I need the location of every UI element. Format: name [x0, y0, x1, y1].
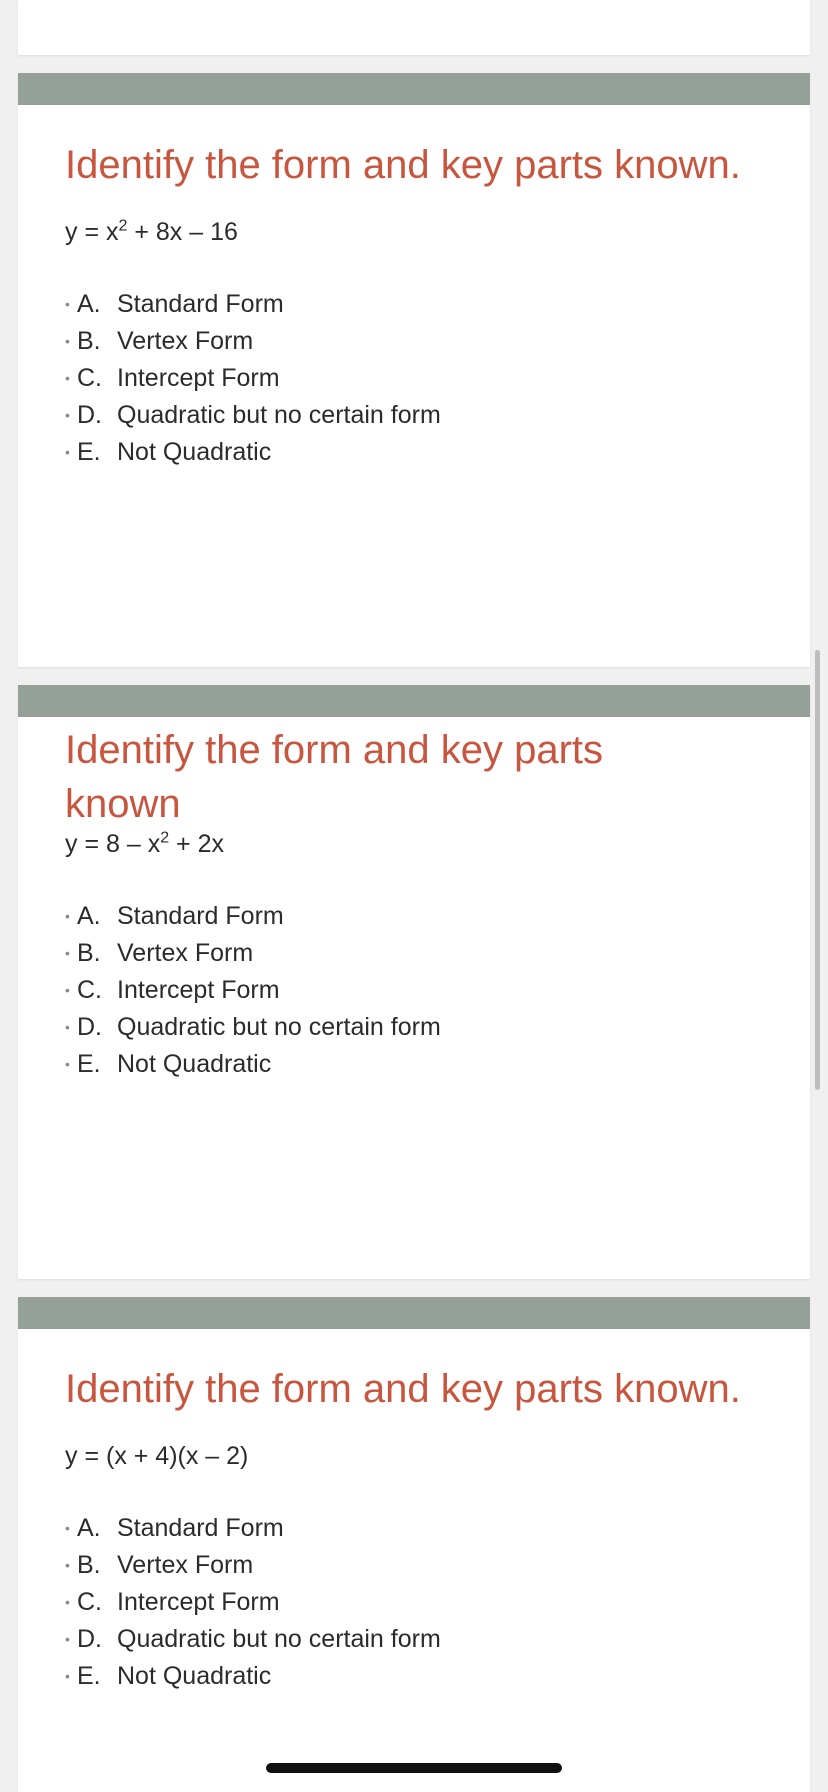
option-b: [65, 323, 441, 360]
option-text: Not Quadratic: [117, 1662, 272, 1690]
equation: [65, 1441, 248, 1471]
option-text: Standard Form: [117, 1514, 284, 1542]
option-letter: B.: [77, 1551, 101, 1579]
option-letter: B.: [77, 327, 101, 355]
option-d: [65, 1009, 441, 1046]
option-letter: C.: [77, 364, 102, 392]
option-text: Intercept Form: [117, 976, 280, 1004]
bullet-icon: •: [65, 908, 70, 924]
slide-header-bar: [18, 685, 810, 717]
equation-base: y = x: [65, 218, 119, 246]
option-b: [65, 935, 441, 972]
option-c: [65, 972, 441, 1009]
answer-options: [65, 286, 441, 471]
slide-2: [18, 685, 810, 1279]
bullet-icon: •: [65, 982, 70, 998]
option-letter: B.: [77, 939, 101, 967]
option-letter: E.: [77, 438, 101, 466]
option-e: [65, 434, 441, 471]
option-text: Standard Form: [117, 290, 284, 318]
option-text: Vertex Form: [117, 939, 254, 967]
option-letter: C.: [77, 976, 102, 1004]
bullet-icon: •: [65, 1056, 70, 1072]
option-e: [65, 1046, 441, 1083]
option-text: Intercept Form: [117, 364, 280, 392]
bullet-icon: •: [65, 444, 70, 460]
equation-base: y = 8 – x: [65, 830, 161, 858]
option-d: [65, 397, 441, 434]
option-a: [65, 898, 441, 935]
slide-title: Identify the form and key parts known: [65, 728, 604, 826]
option-letter: C.: [77, 1588, 102, 1616]
option-letter: E.: [77, 1662, 101, 1690]
option-text: Intercept Form: [117, 1588, 280, 1616]
slide-1: [18, 73, 810, 667]
option-e: [65, 1658, 441, 1695]
option-c: [65, 360, 441, 397]
option-text: Quadratic but no certain form: [117, 1013, 441, 1041]
bullet-icon: •: [65, 1019, 70, 1035]
option-letter: A.: [77, 902, 101, 930]
answer-options: [65, 898, 441, 1083]
option-text: Not Quadratic: [117, 1050, 272, 1078]
slide-3: [18, 1297, 810, 1792]
slide-header-bar: [18, 73, 810, 105]
bullet-icon: •: [65, 1631, 70, 1647]
option-text: Quadratic but no certain form: [117, 1625, 441, 1653]
option-letter: D.: [77, 401, 102, 429]
home-indicator[interactable]: [266, 1763, 562, 1773]
equation-rest: + 2x: [169, 830, 225, 858]
equation-base: y = (x + 4)(x – 2): [65, 1442, 249, 1470]
option-text: Standard Form: [117, 902, 284, 930]
previous-slide: [18, 0, 810, 55]
option-letter: D.: [77, 1013, 102, 1041]
option-a: [65, 1510, 441, 1547]
option-text: Quadratic but no certain form: [117, 401, 441, 429]
bullet-icon: •: [65, 296, 70, 312]
bullet-icon: •: [65, 1668, 70, 1684]
option-text: Vertex Form: [117, 327, 254, 355]
option-d: [65, 1621, 441, 1658]
option-b: [65, 1547, 441, 1584]
option-c: [65, 1584, 441, 1621]
bullet-icon: •: [65, 333, 70, 349]
option-text: Vertex Form: [117, 1551, 254, 1579]
bullet-icon: •: [65, 1557, 70, 1573]
option-letter: E.: [77, 1050, 101, 1078]
equation-exponent: 2: [160, 829, 170, 847]
equation-rest: + 8x – 16: [127, 218, 238, 246]
bullet-icon: •: [65, 1520, 70, 1536]
slide-title: Identify the form and key parts known.: [65, 143, 741, 187]
option-letter: A.: [77, 1514, 101, 1542]
option-text: Not Quadratic: [117, 438, 272, 466]
bullet-icon: •: [65, 1594, 70, 1610]
equation: [65, 217, 238, 247]
bullet-icon: •: [65, 945, 70, 961]
option-letter: A.: [77, 290, 101, 318]
slide-header-bar: [18, 1297, 810, 1329]
option-a: [65, 286, 441, 323]
slide-title: Identify the form and key parts known.: [65, 1367, 741, 1411]
scrollbar[interactable]: [815, 650, 820, 1090]
bullet-icon: •: [65, 370, 70, 386]
bullet-icon: •: [65, 407, 70, 423]
option-letter: D.: [77, 1625, 102, 1653]
answer-options: [65, 1510, 441, 1695]
equation: [65, 829, 224, 859]
equation-exponent: 2: [118, 217, 128, 235]
